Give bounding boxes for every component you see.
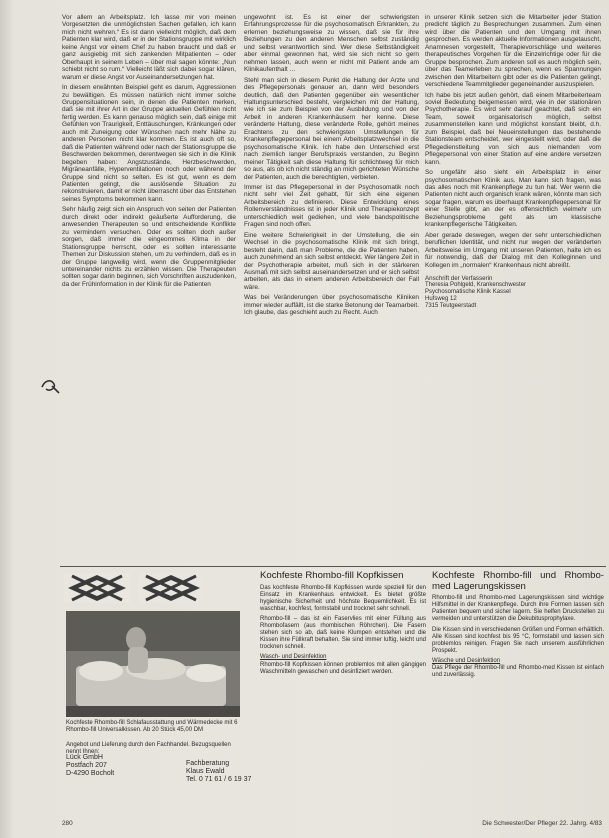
handwritten-mark-icon	[40, 377, 60, 395]
paragraph: Aber gerade deswegen, wegen der sehr unterschiedlichen beruflichen Identität, und nicht nur wegen der veränderten Arbeitsweise im Umgang mit unseren Patienten, halte ich es für notwendig, daß der Dialog mit den Kolleginnen und Kollegen im „normalen“ Krankenhaus nicht abreißt.	[425, 231, 601, 269]
paragraph: Ich habe bis jetzt außen gehört, daß einem Mitarbeiterteam soviel Bedeutung beigemessen wird, wie in der stationären Psychotherapie. Es wird sehr darauf geachtet, daß sich ein Team, soweit organisatorisch möglich, selbst zusammenstellen kann und möglichst konstant bleibt, d.h. zum Beispiel, daß bei Neueinstellungen das bestehende Stationsteam entscheidet, wer eingestellt wird, oder daß die Pflegedienstleitung von sich aus niemanden vom Pflegepersonal von einer Station auf eine andere versetzen kann.	[425, 91, 601, 166]
paragraph: ungewohnt ist. Es ist einer der schwierigsten Erfahrungsprozesse für die psychosomatisch Erkrankten, zu erlernen beziehungsweise zu wissen, daß sie für ihre Beziehungen zu den anderen Menschen selbst zuständig und selbst verantwortlich sind. Wer diese Selbständigkeit aber einmal gewonnen hat, wird sie sich nicht so gern nehmen lassen, auch wenn er nicht mit Patient ande am Klinikaufenthalt …	[244, 14, 419, 74]
rhombo-fill-advertisement	[60, 566, 606, 815]
address-line: 7315 Teutgeerstadt	[425, 303, 477, 310]
ad-subheading: Wäsche und Desinfektion	[432, 657, 501, 664]
paragraph: Stehl man sich in diesem Punkt die Haltung der Arzte und des Pflegepersonals genauer an, dann wird besonders deutlich, daß den Patienten gegenüber ein wesentlicher Haltungsunterschied besteht, vergleichen mit der Haltung, wie ich sie zum Beispiel von der Ausbildung und von der Arbeit in anderen Krankenhäusern her kenne. Diese veränderte Haltung, diese veränderte Rolle, gehört meines Erachtens zu den schwierigsten Umstellungen für Krankenpflegepersonal bei einem Arbeitsplatzwechsel in die psychosomatische Klinik. Ich habe den Unterschied erst nach ziemlich langer Berufspraxis verstanden, zu Beginn meiner Tätigkeit sah diese Haltung für schlichtweg für mich so aus, als ob ich nicht ständig an mich gerichteten Wünsche der Patienten, auch die berechtigten, verbieten.	[244, 76, 419, 181]
ad-column-lagerungskissen	[432, 571, 604, 682]
ad-paragraph: Rhombo-fill und Rhombo-med Lagerungskissen sind wichtige Hilfsmittel in der Krankenpflege. Durch ihre Formen lassen sich Patienten bequem und sicher lagern. Sie helfen Druckstellen zu vermeiden und unterstützen die Dekubitusprophylaxe.	[432, 595, 604, 623]
author-heading: Anschrift der Verfasserin	[425, 274, 493, 282]
ad-paragraph: Rhombo-fill Kopfkissen können problemlos mit allen gängigen Waschmitteln gewaschen und desinfiziert werden.	[260, 661, 426, 675]
company-line: D-4290 Bocholt	[66, 770, 115, 778]
paragraph: Was bei Veränderungen über psychosomatische Kliniken immer wieder auffällt, ist die starke Betonung der Teamarbeit. Ich glaube, das geschieht auch zu Recht. Auch	[244, 294, 419, 317]
paragraph: Vor allem an Arbeitsplatz. Ich lasse mir von meinen Vorgesetzten die unmöglichsten Sachen gefallen, ich kann mich nicht wehren.“ Es ist dann vielleicht möglich, daß dem Patienten klar wird, daß er in der Stationsgruppe mit wirklich keine Angst vor einem Chef zu haben braucht und daß er ganz ausgiebig mit sich zankenden Mitpatienten – oder Oberhaupt in seinem Leben – über mal sagen könnte: „Nun schiebt nicht so rum.“ Vielleicht läßt sich dabei sogar klären, warum er diese Angst vor Auseinandersetzungen hat.	[62, 14, 236, 81]
ad-paragraph: Das kochfeste Rhombo-fill Kopfkissen wurde speziell für den Einsatz im Krankenhaus entwickelt. Es bietet größte hygienische Sicherheit und höchste Bequemlichkeit. Es ist waschbar, kochfest, formstabil und trocknet sehr schnell.	[260, 584, 426, 612]
consultant-line: Fachberatung	[186, 760, 230, 767]
company-line: Lück GmbH	[66, 754, 103, 761]
author-address	[425, 282, 601, 310]
rhombo-fill-logo	[138, 573, 204, 603]
ad-column-kopfkissen	[260, 571, 426, 679]
consultant-line: Tel. 0 71 61 / 6 19 37	[186, 776, 252, 784]
photo-caption: Kochfeste Rhombo-fill Schlafausstattung und Wärmedecke mit 6 Rhombo-fill Universalkissen. Ab 20 Stück 45,00 DM	[66, 720, 238, 733]
ad-paragraph: Die Kissen sind in verschiedenen Größen und Formen erhältlich. Alle Kissen sind kochfest bis 95 °C, formstabil und lassen sich problemlos reinigen. Fragen Sie nach unserem ausführlichen Prospekt.	[432, 626, 604, 654]
page-footer	[62, 820, 602, 830]
ad-paragraph: Rhombo-fill – das ist ein Faservlies mit einer Füllung aus Rhombofasern (aus rhombischen Röhrchen). Die Fasern stehen sich so ab, daß keine Klumpen entstehen und die Kissen ihre Füllkraft behalten. Sie sind immer luftig, leicht und trocknen schnell.	[260, 615, 426, 651]
article-column-2	[244, 14, 419, 320]
rhombo-fill-logo	[64, 573, 130, 603]
company-address	[66, 754, 186, 779]
ad-heading: Kochfeste Rhombo-fill und Rhombo-med Lagerungskissen	[432, 570, 604, 592]
paragraph: Immer ist das Pflegepersonal in der Psychosomatik noch nicht sehr viel Zeit gehabt, für sich eine eigenen Arbeitsbereich zu definieren. Diese Entwicklung eines Rollenverständnisses ist in jeder Klinik und Therapiekonzept unterschiedlich weit gediehen, und viele bandspolitische Fragen sind noch offen.	[244, 183, 419, 229]
ad-subheading: Wasch- und Desinfektion	[260, 654, 327, 661]
page-number: 280	[62, 820, 73, 827]
consultant-line: Klaus Ewald	[186, 768, 225, 776]
ad-heading: Kochfeste Rhombo-fill Kopfkissen	[260, 570, 404, 581]
article-column-3	[425, 14, 601, 310]
paragraph: in unserer Klinik setzen sich die Mitarbeiter jeder Station predicht täglich zu Besprechungen zusammen. Zum einen wird über die Patienten und den Umgang mit ihnen gesprochen. Es werden aktuelle Informationen ausgetauscht, Anamnesen vorgestellt, Therapievorschläge und weiteres therapeutisches Vorgehen für die Einzelrichtige oder für die Gruppe besprochen. Zum anderen soll es auch möglich sein, über das Teamerleben zu sprechen, wenn es Spannungen zwischen den Mitarbeitern gibt oder es die Patienten gelingt, verschiedene Teammitglieder gegeneinander auszuspielen.	[425, 14, 601, 89]
supplier-info: Angebot und Lieferung durch den Fachhandel. Bezugsquellen nennt Ihnen:	[66, 742, 231, 755]
company-line: Postfach 207	[66, 762, 107, 770]
paragraph: Sehr häufig zeigt sich ein Anspruch von seiten der Patienten durch direkt oder indirekt geäußerte Aufforderung, die anwesenden Therapeuten so und entscheidende Konflikte zu vermindern versuchen. Oder es sollten doch außer sorgen, daß immer die eingeommes Klima in der Stationsgruppe herrscht, oder es sollten interessante Themen zur Diskussion stehen, um zu verhindern, daß es in der Gruppe langweilig wird, wenn die Gruppenmitglieder untereinander nichts zu erzählen wissen. Die Therapeuten sollten sogar darin beginnen, sich Vorschriften auszudenken, da der Frühinformation in der Klinik für die Patienten	[62, 206, 236, 288]
paragraph: In diesem erwähnten Beispiel geht es darum, Aggressionen zu bewältigen. Es müssen natürlich nicht immer solche Gruppensituationen sein, in denen die Patienten merken, daß sie mit ihrer Art in der Gruppe aktuellen Gefühlen nicht fertig werden. Es kann genauso möglich sein, daß einige mit Gefühlen von Traurigkeit, Enttäuschungen, Kränkungen oder auch mit Zuneigung oder Wünschen nach mehr Nähe zu anderen Personen nicht klar kommen. Es ist auch oft so, daß die Patienten während oder nach der Stationsgruppe die Beschwerden bekommen, derentwegen sie sich in die Klinik begeben haben: Angstzustände, Herzbeschwerden, Migräneanfälle, Hyperventilationen noch oder während der Gruppe sind nicht so selten. Es ist gut, wenn es dem Patienten gelingt, die auslösende Situation zu rekonstruieren, damit er nicht überrascht über das Entstehen seines Symptoms bekommen kann.	[62, 84, 236, 203]
address-line: Hufsweg 12	[425, 296, 457, 303]
paragraph: So ungefähr also sieht ein Arbeitsplatz in einer psychosomatischen Klinik aus. Man kann sich fragen, was das alles noch mit Krankenpflege zu tun hat. Wer wenn die Patienten nicht auch organisch krank wären, könnte man sich sogar fragen, warum es überhaupt Krankenpflegepersonal für einer Stelle gibt, an der es offensichtlich vielmehr um Beziehungsprobleme geht als um klassische krankenpflegerische Tätigkeiten.	[425, 169, 601, 229]
article-column-1	[62, 14, 236, 291]
consultant-contact	[186, 760, 306, 785]
address-line: Theresia Pohlgeld, Krankenschwester	[425, 282, 527, 289]
ad-paragraph: Das Pflege der Rhombo-fill und Rhombo-med Kissen ist einfach und zuverlässig.	[432, 665, 604, 679]
address-line: Psychosomatische Klinik Kassel	[425, 289, 511, 296]
paragraph: Eine weitere Schwierigkeit in der Umstellung, die ein Wechsel in die psychosomatische Klinik mit sich bringt, besteht darin, daß man Probleme, die die Patienten haben, auch zunehmend an sich selbst entdeckt. Wer längere Zeit in der Psychotherapie arbeitet, muß sich in der stärkeren Ausmaß mit sich selbst auseinandersetzen und er sich selbst arbeiten, als das in einem anderen Arbeitsbereich der Fall wäre.	[244, 231, 419, 291]
product-photo	[66, 611, 240, 717]
journal-info: Die Schwester/Der Pfleger 22. Jahrg. 4/83	[482, 820, 602, 827]
